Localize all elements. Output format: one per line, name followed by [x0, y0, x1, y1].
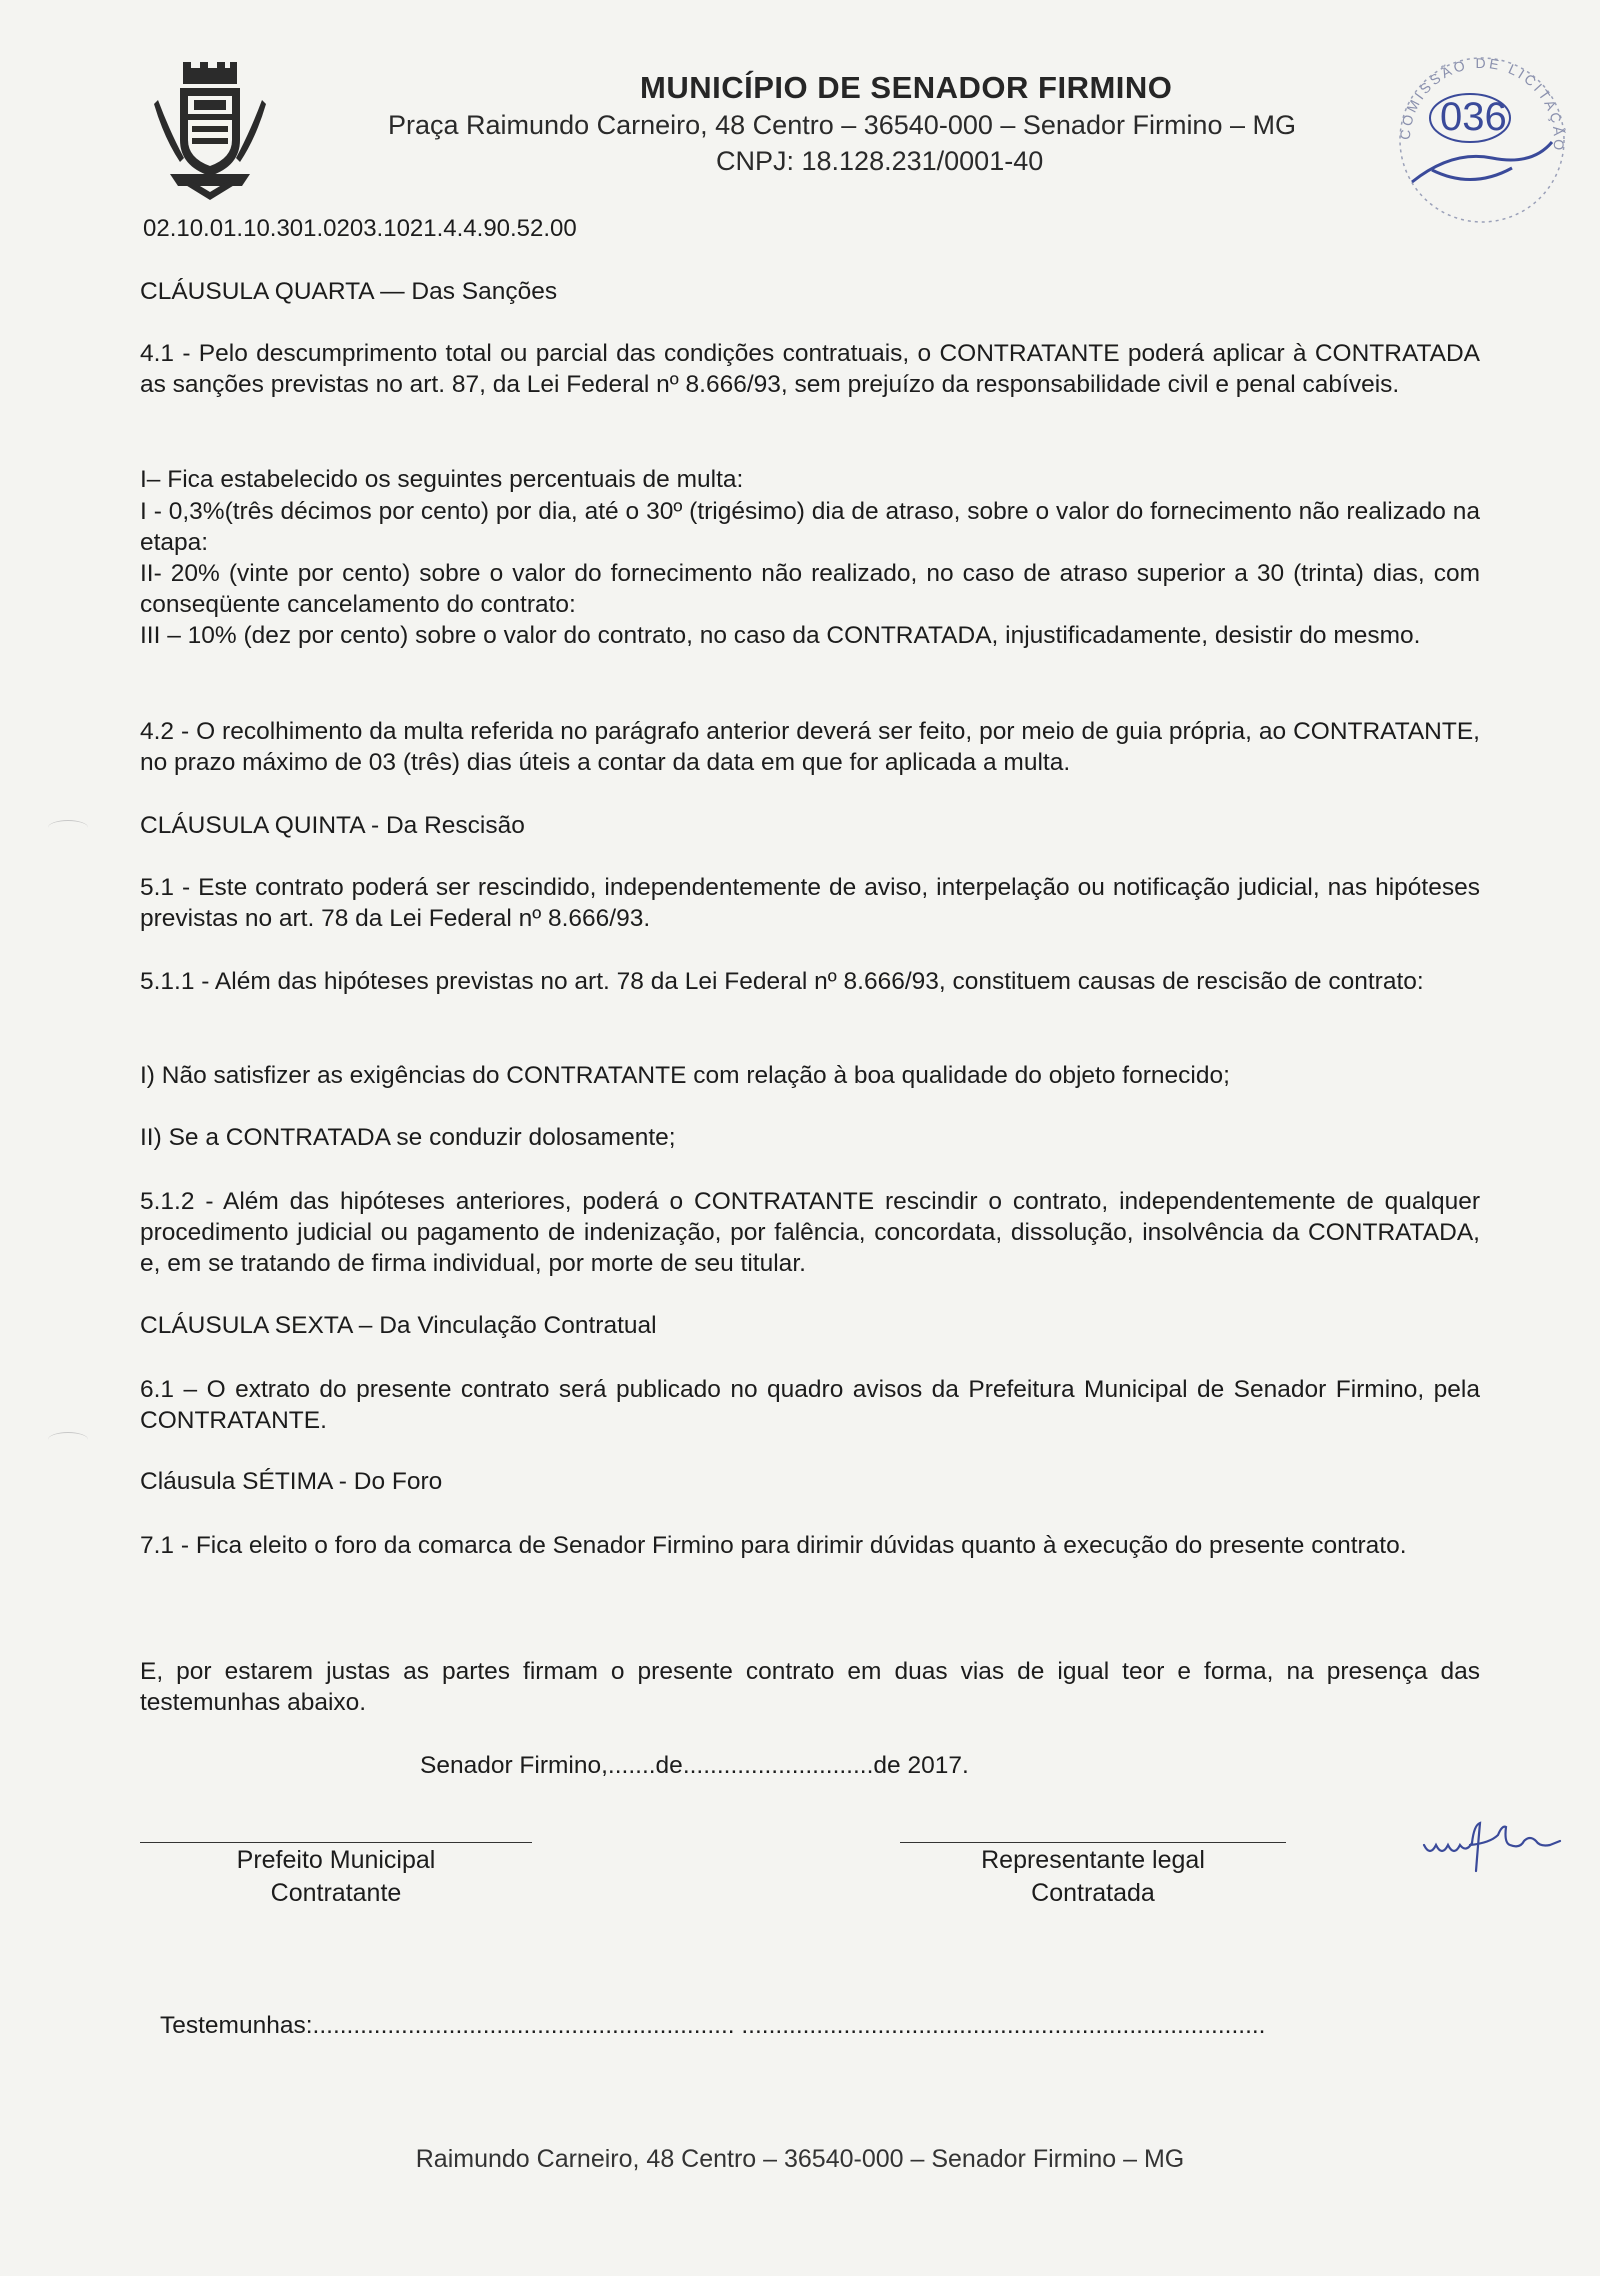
date-line: Senador Firmino,.......de............................de 2017.: [420, 1752, 969, 1779]
paragraph-4-1: 4.1 - Pelo descumprimento total ou parcial das condições contratuais, o CONTRATANTE poderá aplicar à CONTRATADA as sanções previstas no art. 87, da Lei Federal nº 8.666/93, sem prejuízo da responsabilidade civil e penal cabíveis.: [140, 340, 1480, 398]
contratante-label: Contratante: [270, 1879, 402, 1907]
municipality-cnpj: CNPJ: 18.128.231/0001-40: [716, 146, 1044, 176]
paragraph-5-1-2: 5.1.2 - Além das hipóteses anteriores, poderá o CONTRATANTE rescindir o contrato, independentemente de qualquer procedimento judicial ou pagamento de indenização, por falência, concordata, dissolução, insolvência da CONTRATADA, e, em se tratando de firma individual, por morte de seu titular.: [140, 1188, 1480, 1277]
contratada-label: Contratada: [1031, 1879, 1155, 1907]
municipal-coat-of-arms-icon: [150, 62, 270, 202]
contratante-signature-line: [140, 1842, 532, 1843]
clause-5-title: CLÁUSULA QUINTA - Da Rescisão: [140, 812, 525, 839]
municipality-address: Praça Raimundo Carneiro, 48 Centro – 36540-000 – Senador Firmino – MG: [388, 110, 1296, 140]
paragraph-4-fine-iii: III – 10% (dez por cento) sobre o valor do contrato, no caso da CONTRATADA, injustificadamente, desistir do mesmo.: [140, 622, 1421, 649]
paragraph-5-1-1: 5.1.1 - Além das hipóteses previstas no art. 78 da Lei Federal nº 8.666/93, constituem causas de rescisão de contrato:: [140, 968, 1424, 995]
clause-4-title: CLÁUSULA QUARTA — Das Sanções: [140, 278, 558, 305]
scan-margin-mark: [48, 820, 88, 835]
contratada-signature-line: [900, 1842, 1286, 1843]
paragraph-4-2: 4.2 - O recolhimento da multa referida no parágrafo anterior deverá ser feito, por meio de guia própria, ao CONTRATANTE, no prazo máximo de 03 (três) dias úteis a contar da data em que for aplicada a multa.: [140, 718, 1480, 776]
stamp-ring-text: COMISSÃO DE LICITAÇÃO: [1396, 54, 1568, 154]
stamp-number: 036: [1440, 95, 1507, 139]
paragraph-7-1: 7.1 - Fica eleito o foro da comarca de Senador Firmino para dirimir dúvidas quanto à execução do presente contrato.: [140, 1532, 1407, 1559]
budget-code: 02.10.01.10.301.0203.1021.4.4.90.52.00: [143, 215, 577, 242]
handwritten-signature: [1420, 1815, 1570, 1875]
closing-paragraph: E, por estarem justas as partes firmam o presente contrato em duas vias de igual teor e forma, na presença das testemunhas abaixo.: [140, 1658, 1480, 1716]
clause-6-title: CLÁUSULA SEXTA – Da Vinculação Contratual: [140, 1312, 657, 1339]
commission-stamp: [1382, 50, 1582, 230]
witnesses-line: Testemunhas:.............................................................. .............................................................................: [160, 2012, 1266, 2039]
contratada-role: Representante legal: [981, 1846, 1205, 1874]
contratante-role: Prefeito Municipal: [236, 1846, 436, 1874]
municipality-title: MUNICÍPIO DE SENADOR FIRMINO: [640, 70, 1173, 105]
paragraph-4-fine-i: I - 0,3%(três décimos por cento) por dia, até o 30º (trigésimo) dia de atraso, sobre o valor do fornecimento não realizado na etapa:: [140, 498, 1480, 556]
clause-7-title: Cláusula SÉTIMA - Do Foro: [140, 1468, 443, 1495]
paragraph-5-item-i: I) Não satisfizer as exigências do CONTRATANTE com relação à boa qualidade do objeto fornecido;: [140, 1062, 1230, 1089]
paragraph-4-fines-intro: I– Fica estabelecido os seguintes percentuais de multa:: [140, 466, 744, 493]
paragraph-6-1: 6.1 – O extrato do presente contrato será publicado no quadro avisos da Prefeitura Municipal de Senador Firmino, pela CONTRATANTE.: [140, 1376, 1480, 1434]
paragraph-5-item-ii: II) Se a CONTRATADA se conduzir dolosamente;: [140, 1124, 676, 1151]
paragraph-4-fine-ii: II- 20% (vinte por cento) sobre o valor do fornecimento não realizado, no caso de atraso superior a 30 (trinta) dias, com conseqüente cancelamento do contrato:: [140, 560, 1480, 618]
scan-margin-mark: [48, 1432, 88, 1447]
page-footer: Raimundo Carneiro, 48 Centro – 36540-000 – Senador Firmino – MG: [415, 2145, 1185, 2173]
paragraph-5-1: 5.1 - Este contrato poderá ser rescindido, independentemente de aviso, interpelação ou notificação judicial, nas hipóteses previstas no art. 78 da Lei Federal nº 8.666/93.: [140, 874, 1480, 932]
